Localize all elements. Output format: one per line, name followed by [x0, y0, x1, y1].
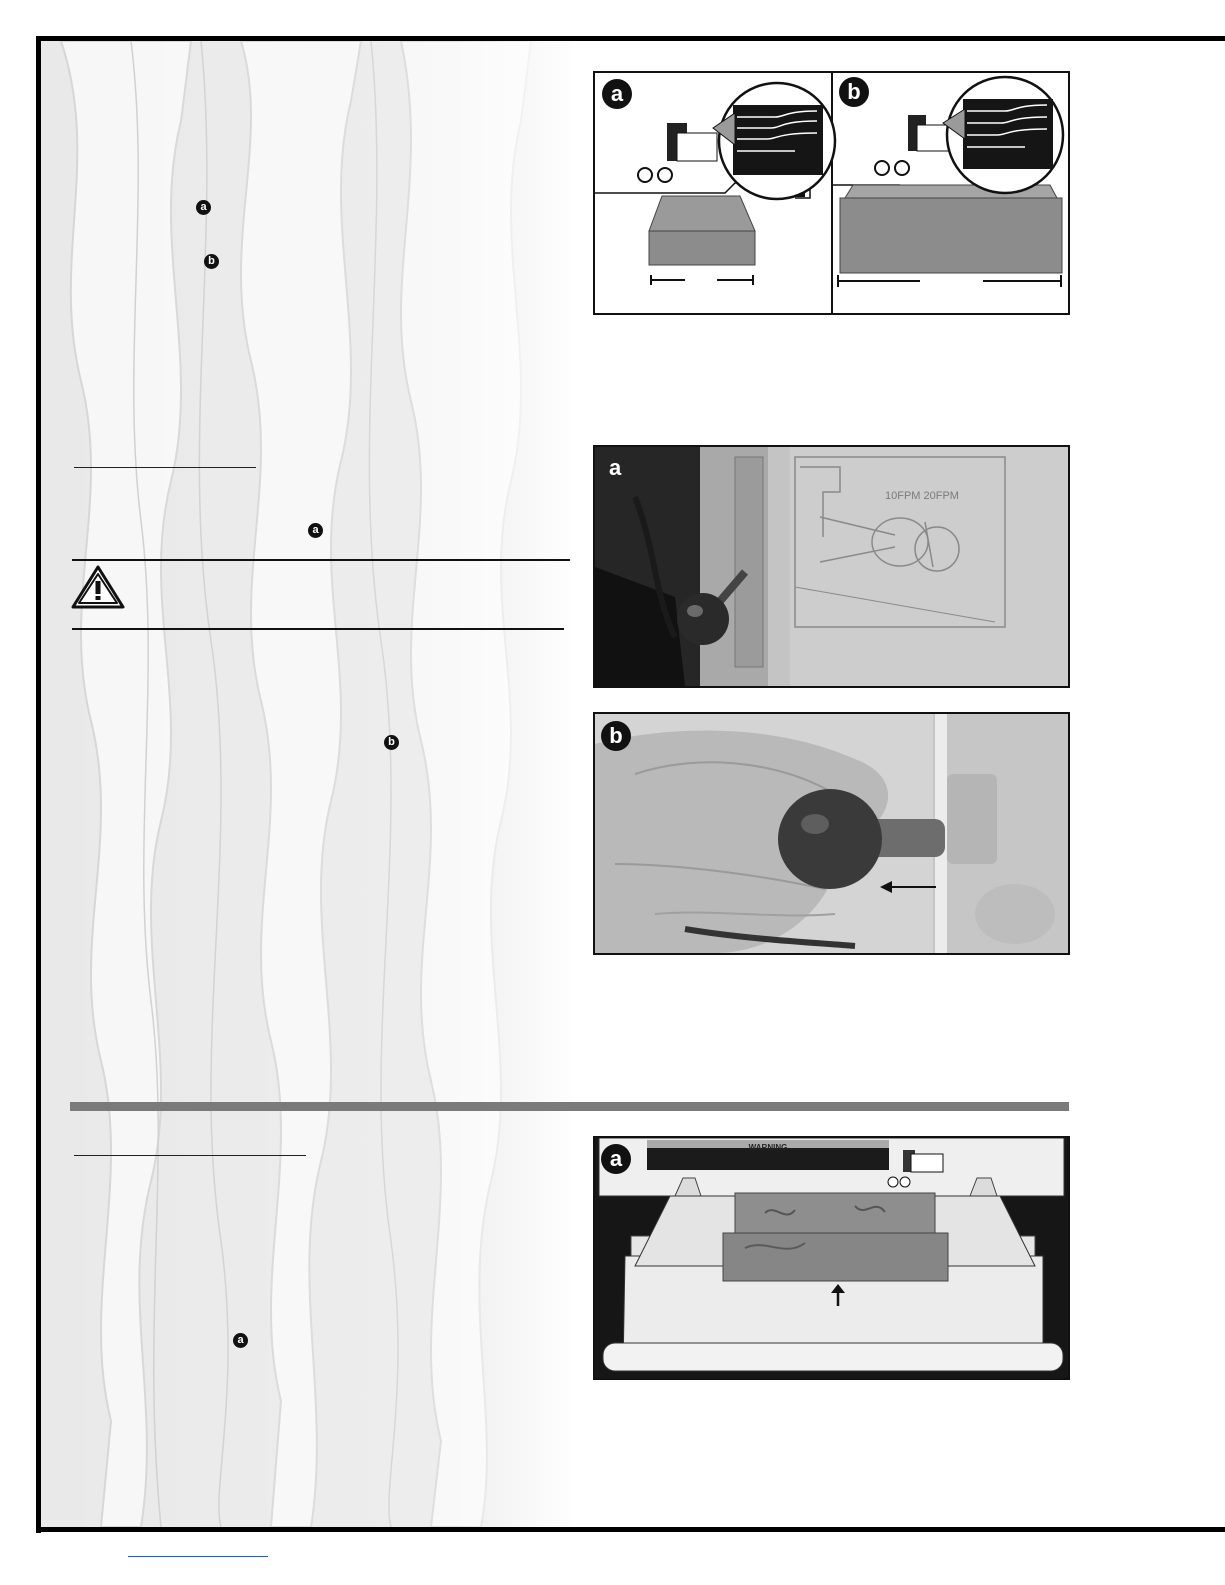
heading-underline-1 — [74, 467, 256, 468]
bottom-link-underline[interactable] — [128, 1556, 268, 1557]
marker-a-2: a — [308, 523, 323, 538]
warning-box-bottom-rule — [72, 628, 564, 630]
arrow-icon — [828, 1284, 848, 1306]
speed-label-text: 10FPM 20FPM — [885, 490, 959, 502]
figure-planer-depth — [593, 71, 1070, 315]
woodgrain-background — [41, 41, 571, 1527]
figure-feed-workpiece — [593, 1136, 1070, 1380]
figure-label-a: a — [602, 79, 632, 109]
figure-speed-knob-b — [593, 712, 1070, 955]
figure-label-a: a — [601, 1144, 631, 1174]
section-divider — [70, 1102, 1069, 1111]
marker-a-1: a — [196, 200, 211, 215]
figure-label-a: a — [609, 455, 622, 480]
marker-b-2: b — [384, 735, 399, 750]
figure-label-b: b — [839, 77, 869, 107]
marker-a-3: a — [233, 1333, 248, 1348]
figure-speed-knob-a — [593, 445, 1070, 688]
heading-underline-2 — [74, 1155, 306, 1156]
figure-label-b: b — [601, 721, 631, 751]
marker-b-1: b — [204, 254, 219, 269]
arrow-icon — [880, 880, 938, 894]
page-frame-bottom — [36, 1527, 1225, 1532]
warning-box-top-rule — [72, 559, 570, 561]
warning-label-text: WARNING — [748, 1143, 788, 1152]
warning-triangle-icon — [70, 564, 126, 610]
